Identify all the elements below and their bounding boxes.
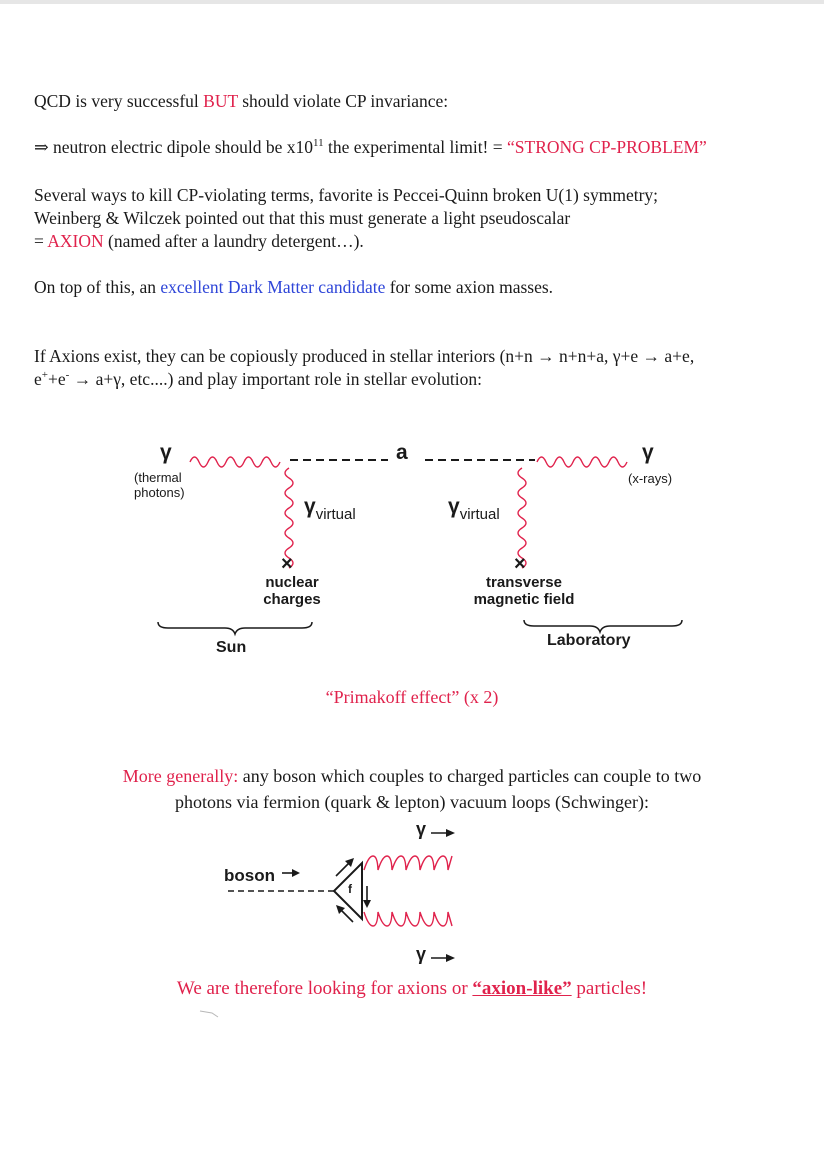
primakoff-caption: “Primakoff effect” (x 2) (325, 687, 499, 707)
para6-line2: photons via fermion (quark & lepton) vacuum loops (Schwinger): (175, 792, 649, 812)
fermion-label: f (348, 882, 352, 896)
more-generally-highlight: More generally: (122, 766, 239, 786)
top-photon-wave (364, 856, 452, 870)
para2-text: ⇒ neutron electric dipole should be x10 (34, 137, 314, 157)
conclusion-text-end: particles! (571, 978, 648, 999)
para5-e1: e (34, 369, 42, 389)
para5-sup1: + (41, 369, 48, 381)
thermal-photons-label: (thermal photons) (134, 470, 185, 500)
dark-matter-highlight: excellent Dark Matter candidate (160, 277, 386, 297)
strong-cp-problem: “STRONG CP-PROBLEM” (507, 137, 707, 157)
para2-exponent: 11 (313, 137, 324, 149)
para5-sup2: - (65, 369, 70, 381)
left-virtual-subscript: virtual (315, 506, 356, 523)
left-gamma-virtual-symbol: γ (304, 495, 316, 518)
axion-term: AXION (47, 231, 104, 251)
conclusion-text: We are therefore looking for axions or (176, 978, 473, 999)
para3-line3-pre: = (34, 231, 48, 251)
para3-line1: Several ways to kill CP-violating terms, favorite is Peccei-Quinn broken U(1) symmetry; (34, 185, 659, 205)
gamma-right-symbol: γ (642, 441, 654, 464)
para2-text-mid: the experimental limit! = (323, 137, 507, 157)
para3-line3-post: (named after a laundry detergent…). (103, 231, 364, 251)
right-cross-icon: × (514, 553, 526, 575)
para1-highlight: BUT (203, 91, 238, 111)
conclusion (0, 977, 824, 1000)
xrays-label: (x-rays) (628, 471, 673, 486)
axion-like-emphasis: “axion-like” (472, 978, 572, 999)
para5-line2-post: → a+γ, etc....) and play important role in stellar evolution: (69, 369, 483, 389)
para1-text-end: should violate CP invariance: (237, 91, 449, 111)
sun-label: Sun (216, 639, 247, 656)
para5-plus: +e (48, 369, 66, 389)
laboratory-label: Laboratory (547, 632, 631, 649)
nuclear-charges-label: nuclear charges (263, 574, 321, 608)
boson-label: boson (224, 866, 275, 885)
axion-label: a (396, 441, 408, 464)
right-virtual-subscript: virtual (459, 506, 500, 523)
bottom-photon-wave (364, 912, 452, 926)
para3-line2: Weinberg & Wilczek pointed out that this must generate a light pseudoscalar (34, 208, 571, 228)
gamma-left-symbol: γ (160, 441, 172, 464)
scan-smudge (200, 1011, 218, 1017)
para4-text: On top of this, an (34, 277, 161, 297)
right-gamma-virtual-symbol: γ (448, 495, 460, 518)
para5-line1: If Axions exist, they can be copiously produced in stellar interiors (n+n → n+n+a, γ+e → a+e, (34, 346, 695, 366)
para4-text-end: for some axion masses. (385, 277, 554, 297)
gamma-top-symbol: γ (416, 819, 427, 839)
left-cross-icon: × (281, 553, 293, 575)
gamma-bottom-symbol: γ (416, 944, 427, 964)
fermion-arrowhead-down (363, 900, 371, 908)
para1-text: QCD is very successful (34, 91, 204, 111)
transverse-field-label: transverse magnetic field (473, 574, 575, 608)
para6-line1: any boson which couples to charged particles can couple to two (238, 766, 702, 786)
